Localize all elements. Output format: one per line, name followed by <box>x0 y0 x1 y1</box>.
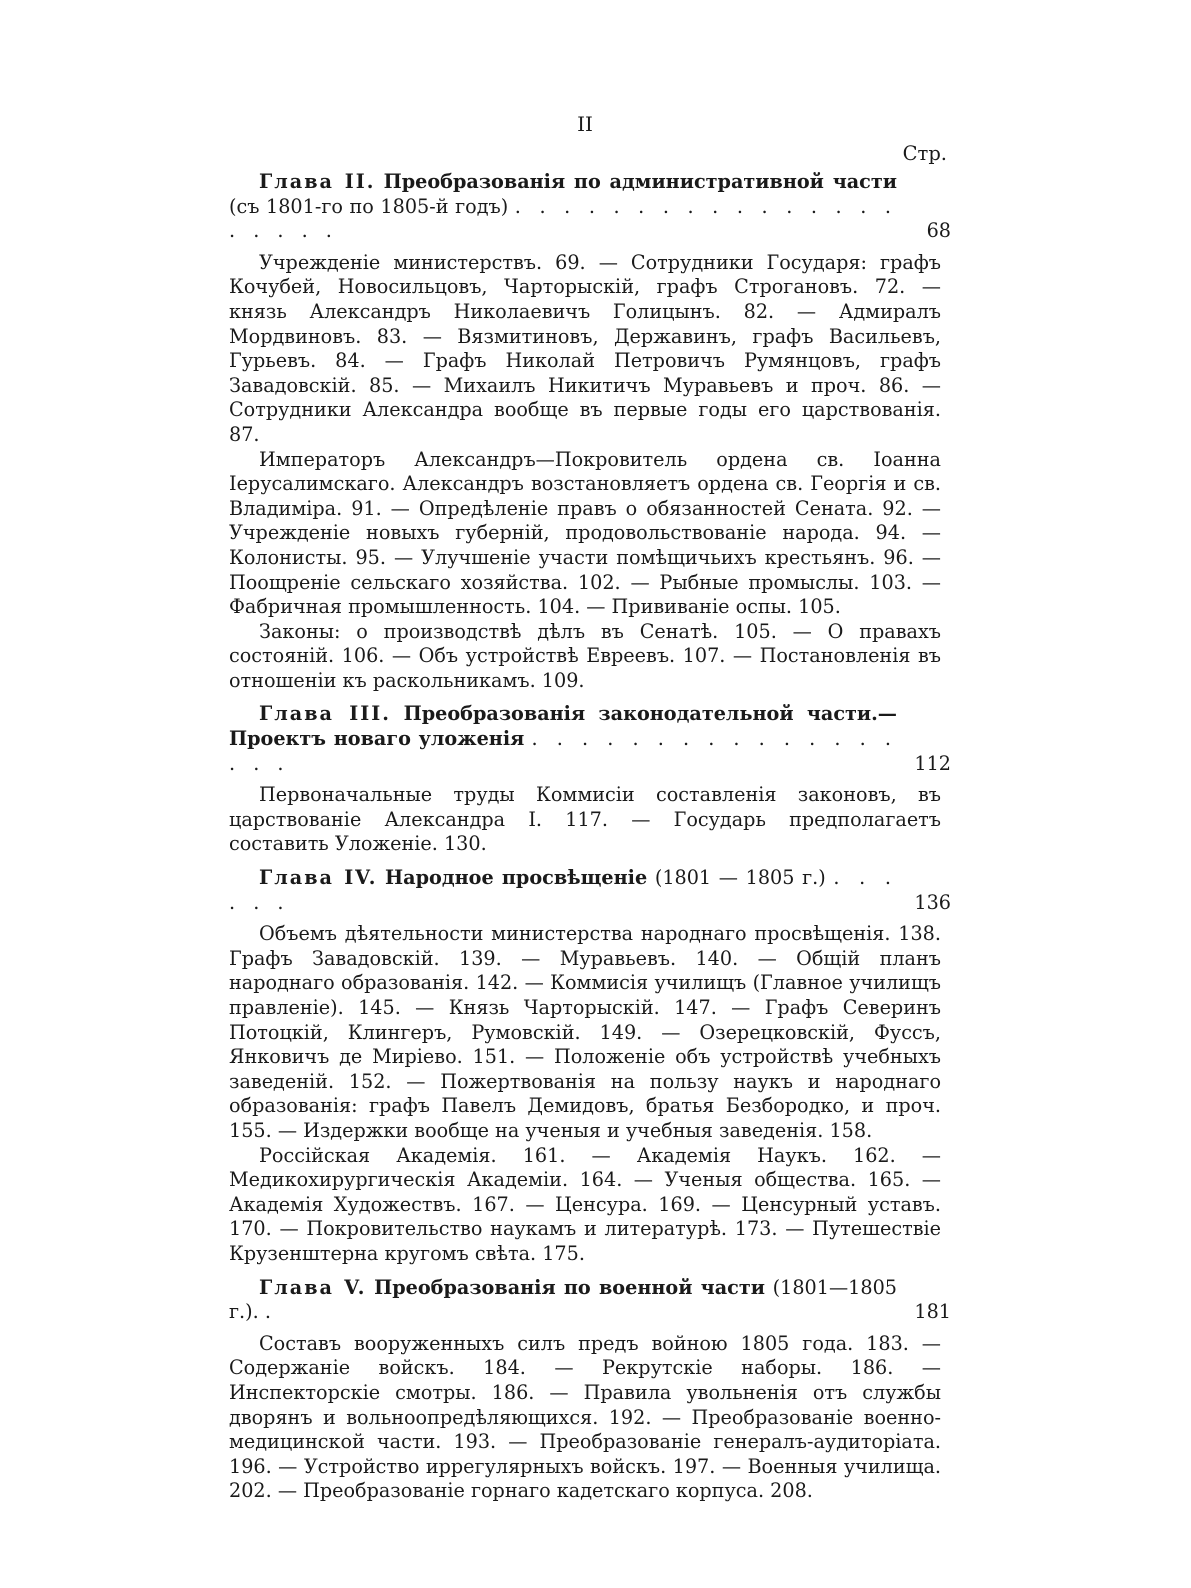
chapter-summary: Императоръ Александръ—Покровитель ордена св. Іоанна Іерусалимскаго. Александръ возстановляетъ ордена св. Георгія и св. Владиміра. 91. — Опредѣленіе правъ о обязанностей Сената. 92. — Учрежденіе новыхъ губерній, продовольствованіе народа. 94. — Колонисты. 95. — Улучшеніе участи помѣщичьихъ крестьянъ. 96. — Поощреніе сельскаго хозяйства. 102. — Рыбные промыслы. 103. — Фабричная промышленность. 104. — Прививаніе оспы. 105. <box>229 447 941 619</box>
chapter-summary: Учрежденіе министерствъ. 69. — Сотрудники Государя: графъ Кочубей, Новосильцовъ, Чарторыскій, графъ Строгановъ. 72. — князь Александръ Николаевичъ Голицынъ. 82. — Адмиралъ Мордвиновъ. 83. — Вязмитиновъ, Державинъ, графъ Васильевъ, Гурьевъ. 84. — Графъ Николай Петровичъ Румянцовъ, графъ Завадовскій. 85. — Михаилъ Никитичъ Муравьевъ и проч. 86. — Сотрудники Александра вообще въ первые годы его царствованія. 87. <box>229 250 941 446</box>
chapter-page-number: 136 <box>914 890 951 914</box>
chapter-4 <box>229 866 951 1267</box>
chapter-heading <box>229 866 951 915</box>
chapter-summary: Законы: о производствѣ дѣлъ въ Сенатѣ. 105. — О правахъ состояній. 106. — Объ устройствѣ Евреевъ. 107. — Постановленія въ отношеніи къ раскольникамъ. 109. <box>229 619 941 692</box>
dot-leader: . . . . . . . . . . . . . . . . . . <box>229 727 897 775</box>
chapter-suffix: (1801 — 1805 г.) <box>654 866 826 890</box>
chapter-heading <box>229 170 951 244</box>
chapter-2 <box>229 170 951 693</box>
chapter-suffix: (съ 1801-го по 1805-й годъ) <box>229 194 509 218</box>
chapter-summary: Россійская Академія. 161. — Академія Наукъ. 162. — Медикохирургическія Академіи. 164. — Ученыя общества. 165. — Академія Художествъ. 167. — Ценсура. 169. — Ценсурный уставъ. 170. — Покровительство наукамъ и литературѣ. 173. — Путешествіе Крузенштерна кругомъ свѣта. 175. <box>229 1143 941 1265</box>
chapter-title: Преобразованія законодательной части.—Проектъ новаго уложенія <box>229 702 897 751</box>
chapter-title: Преобразованія по военной части <box>374 1275 765 1299</box>
dot-leader: . . . . . . . . . . . . . . . . . . . . . <box>229 194 897 243</box>
chapter-5 <box>229 1275 951 1504</box>
chapter-page-number: 181 <box>914 1300 951 1324</box>
page-column-label: Стр. <box>902 142 947 165</box>
table-of-contents <box>229 170 951 1504</box>
chapter-summary: Первоначальные труды Коммисіи составленія законовъ, въ царствованіе Александра I. 117. — Государь предполагаетъ составить Уложеніе. 130. <box>229 783 941 856</box>
chapter-3 <box>229 702 951 857</box>
dot-leader: . <box>264 1300 277 1324</box>
dot-leader: . . . . . . <box>229 866 897 914</box>
chapter-heading <box>229 702 951 776</box>
chapter-page-number: 112 <box>914 751 951 775</box>
chapter-label: Глава IV. <box>259 866 378 890</box>
page-number: II <box>577 112 593 136</box>
chapter-summary: Составъ вооруженныхъ силъ предъ войною 1805 года. 183. — Содержаніе войскъ. 184. — Рекрутскіе наборы. 186. — Инспекторскіе смотры. 186. — Правила увольненія отъ службы дворянъ и вольноопредѣляющихся. 192. — Преобразованіе военно-медицинской части. 193. — Преобразованіе генералъ-аудиторіата. 196. — Устройство иррегулярныхъ войскъ. 197. — Военныя училища. 202. — Преобразованіе горнаго кадетскаго корпуса. 208. <box>229 1331 941 1503</box>
chapter-summary: Объемъ дѣятельности министерства народнаго просвѣщенія. 138. Графъ Завадовскій. 139. — Муравьевъ. 140. — Общій планъ народнаго образованія. 142. — Коммисія училищъ (Главное училищъ правленіе). 145. — Князь Чарторыскій. 147. — Графъ Северинъ Потоцкій, Клингеръ, Румовскій. 149. — Озерецковскій, Фуссъ, Янковичъ де Миріево. 151. — Положеніе объ устройствѣ учебныхъ заведеній. 152. — Пожертвованія на пользу наукъ и народнаго образованія: графъ Павелъ Демидовъ, братья Безбородко, и проч. 155. — Издержки вообще на ученыя и учебныя заведенія. 158. <box>229 922 941 1142</box>
chapter-label: Глава V. <box>259 1275 367 1299</box>
chapter-label: Глава II. <box>259 170 376 193</box>
chapter-title: Преобразованія по административной части <box>383 170 897 193</box>
chapter-label: Глава III. <box>259 702 391 726</box>
chapter-heading <box>229 1275 951 1325</box>
chapter-suffix: (1801—1805 г.). <box>229 1275 897 1324</box>
chapter-title: Народное просвѣщеніе <box>385 866 648 890</box>
chapter-page-number: 68 <box>926 219 951 243</box>
